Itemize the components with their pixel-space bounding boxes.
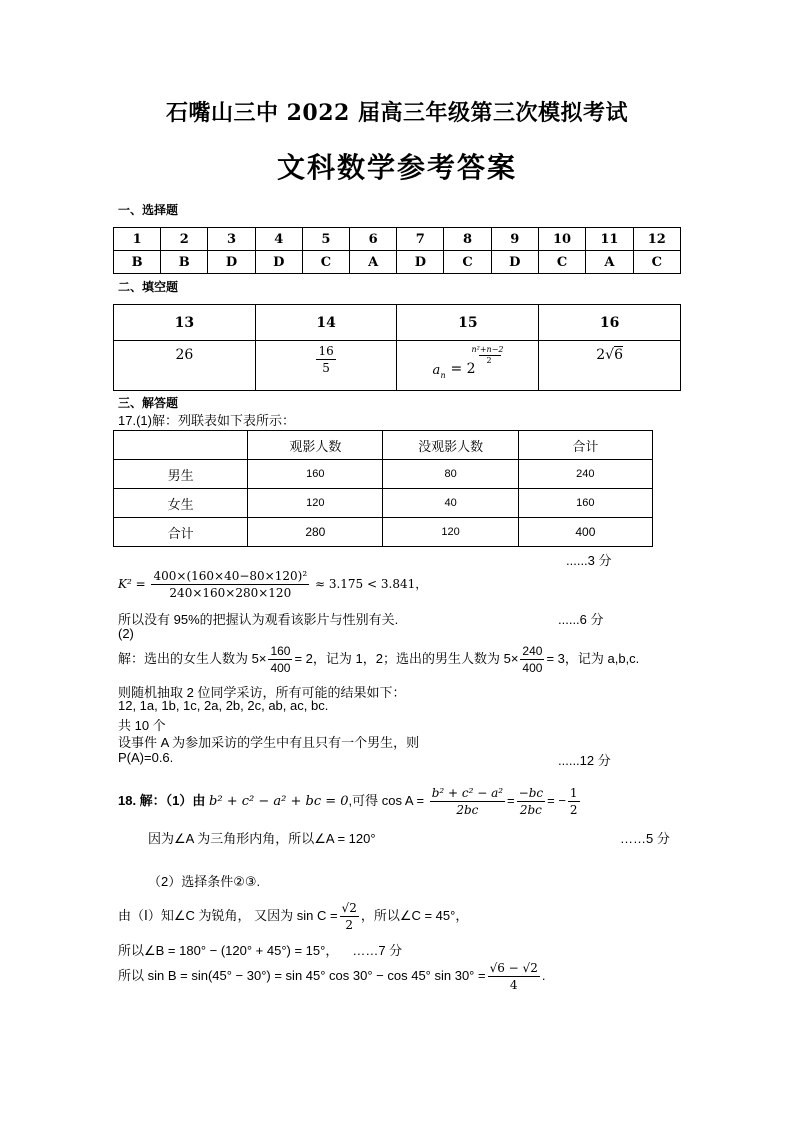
table-row	[114, 518, 653, 547]
k2-formula: K² = $\frac{\text{400×(160×40−80×120)²}}{240\times 160\times 280\times 120}$ ≈ 3.175 < 3.841，	[118, 569, 428, 600]
table-cell: 13	[114, 305, 256, 341]
fill-answer-table	[113, 304, 681, 391]
question-number-cell: 1	[114, 228, 161, 251]
table-cell: 160	[248, 460, 383, 489]
choice-answer-table	[113, 227, 681, 274]
table-cell: 40	[383, 489, 518, 518]
answer-15: a n = 2 n²+n−2 2	[397, 341, 539, 391]
outcomes-line: 12, 1a, 1b, 1c, 2a, 2b, 2c, ab, ac, bc.	[118, 698, 329, 713]
table-cell: 15	[397, 305, 539, 341]
table-row	[114, 431, 653, 460]
question-number-cell: 9	[491, 228, 538, 251]
table-cell: 80	[383, 460, 518, 489]
answer-cell: C	[302, 251, 349, 274]
total-line: 共 10 个	[118, 718, 166, 733]
answer-cell: B	[161, 251, 208, 274]
table-row	[114, 251, 681, 274]
table-cell: 女生	[114, 489, 248, 518]
score-mark: ......12 分	[558, 753, 611, 768]
probability-line: P(A)=0.6.	[118, 750, 174, 765]
answer-cell: C	[633, 251, 680, 274]
table-row	[114, 489, 653, 518]
table-cell: 14	[255, 305, 397, 341]
table-row	[114, 228, 681, 251]
q17-intro: 17.(1)解：列联表如下表所示：	[118, 413, 295, 428]
question-number-cell: 6	[350, 228, 397, 251]
angle-c-line: 由（Ⅰ）知∠C 为锐角， 又因为 sin C = $\frac{√2}{2}$ ，所以∠C = 45°，	[118, 901, 469, 932]
contingency-table	[113, 430, 653, 547]
question-number-cell: 10	[538, 228, 585, 251]
answer-cell: C	[538, 251, 585, 274]
table-cell: 400	[518, 518, 652, 547]
question-number-cell: 12	[633, 228, 680, 251]
exam-title: 石嘴山三中 2022 届高三年级第三次模拟考试	[165, 100, 629, 126]
random-line: 则随机抽取 2 位同学采访，所有可能的结果如下：	[118, 685, 406, 700]
table-cell: 合计	[518, 431, 652, 460]
score-mark: ......6 分	[558, 612, 604, 627]
section-fill-heading: 二、填空题	[118, 280, 179, 294]
table-cell: 120	[248, 489, 383, 518]
question-number-cell: 5	[302, 228, 349, 251]
answer-cell: A	[350, 251, 397, 274]
table-cell: 120	[383, 518, 518, 547]
answer-cell: C	[444, 251, 491, 274]
question-number-cell: 11	[586, 228, 633, 251]
table-cell: 280	[248, 518, 383, 547]
section-choice-heading: 一、选择题	[118, 203, 179, 217]
question-number-cell: 3	[208, 228, 255, 251]
part-label: (2)	[118, 626, 134, 641]
table-row	[114, 305, 681, 341]
answer-cell: D	[397, 251, 444, 274]
conclusion-line: 所以没有 95%的把握认为观看该影片与性别有关.	[118, 612, 399, 627]
part2-label: （2）选择条件②③.	[148, 874, 261, 889]
question-number-cell: 8	[444, 228, 491, 251]
answer-cell: D	[208, 251, 255, 274]
score-mark: ......3 分	[566, 553, 612, 568]
answer-cell: B	[114, 251, 161, 274]
table-cell: 观影人数	[248, 431, 383, 460]
table-cell: 16	[539, 305, 681, 341]
answer-cell: D	[491, 251, 538, 274]
table-row	[114, 341, 681, 391]
table-cell: 合计	[114, 518, 248, 547]
table-cell: 240	[518, 460, 652, 489]
sin-b-line: 所以 sin B = sin(45° − 30°) = sin 45° cos 30° − cos 45° sin 30° = $\frac{√6 - √2}{4}$ .	[118, 961, 546, 992]
event-line: 设事件 A 为参加采访的学生中有且只有一个男生，则	[118, 735, 420, 750]
table-row	[114, 460, 653, 489]
angle-b-line: 所以∠B = 180° − (120° + 45°) = 15°， ……7 分	[118, 943, 403, 958]
answer-13: 26	[114, 341, 256, 391]
table-cell	[114, 431, 248, 460]
answer-16: 2√6	[539, 341, 681, 391]
question-number-cell: 4	[255, 228, 302, 251]
question-number-cell: 7	[397, 228, 444, 251]
section-solve-heading: 三、解答题	[118, 396, 179, 410]
selection-line: 解：选出的女生人数为 5× $\frac{160}{400}$ = 2，记为 1，2；选出的男生人数为 5× $\frac{240}{400}$ = 3，记为 a,b,c.	[118, 644, 640, 675]
table-cell: 160	[518, 489, 652, 518]
answer-cell: A	[586, 251, 633, 274]
question-number-cell: 2	[161, 228, 208, 251]
score-mark: ……5 分	[620, 831, 670, 846]
answer-cell: D	[255, 251, 302, 274]
answer-14: $\frac{16}{5}$	[255, 341, 397, 391]
q18-line1: 18. 解：（1）由 b² + c² − a² + bc = 0,可得 cos A = $\frac{\text{b² + c² − a²}}{2bc}$ = $\frac{-bc}{2bc}$ = − $\frac{1}{2}$	[118, 786, 578, 817]
angle-line: 因为∠A 为三角形内角，所以∠A = 120°	[148, 831, 376, 846]
table-cell: 男生	[114, 460, 248, 489]
table-cell: 没观影人数	[383, 431, 518, 460]
answer-key-title: 文科数学参考答案	[276, 151, 517, 184]
